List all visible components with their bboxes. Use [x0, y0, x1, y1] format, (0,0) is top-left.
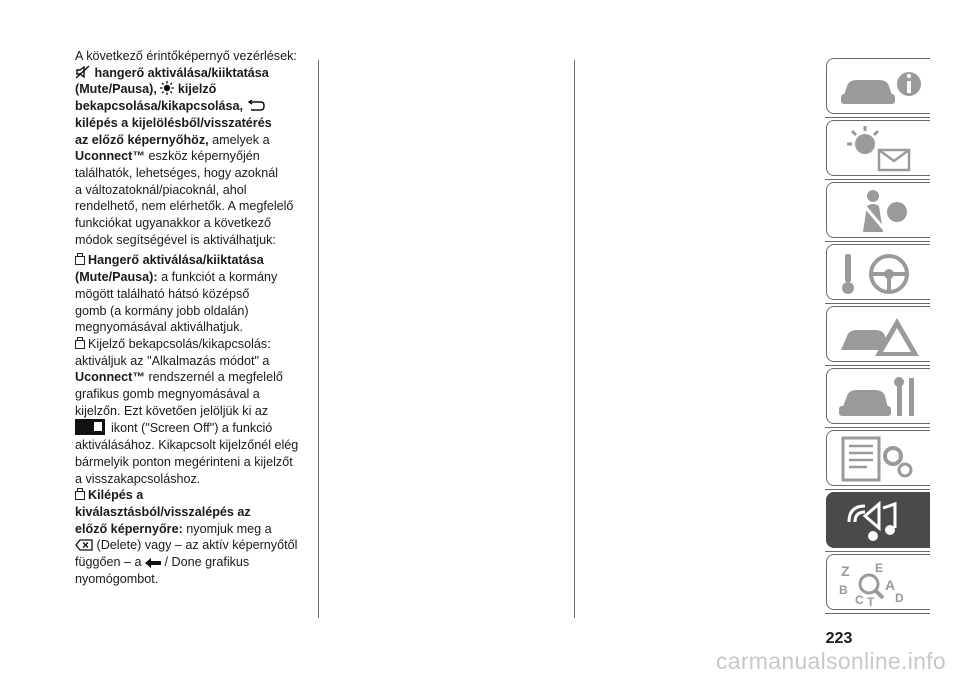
bullet-title-display: Kijelző bekapcsolás/kikapcsolás: — [88, 336, 271, 351]
tab-emergency[interactable] — [826, 306, 930, 362]
svg-text:A: A — [885, 577, 896, 593]
bullet-icon — [75, 256, 85, 265]
index-icon — [839, 560, 925, 606]
uconnect-label: Uconnect™ — [75, 370, 145, 385]
page-number: 223 — [825, 630, 853, 647]
tab-starting-driving[interactable] — [826, 244, 930, 300]
seatbelt-airbag-icon — [839, 188, 925, 234]
tab-car-info[interactable] — [826, 58, 930, 114]
screen-off-icon — [75, 419, 105, 435]
back-arrow-icon — [247, 100, 265, 112]
tab-multimedia[interactable] — [826, 492, 930, 548]
text-column: A következő érintőképernyő vezérlések: hangerő aktiválása/kiiktatása (Mute/Pausa), kijelző bekapcsolása/kikapcsolása, kilépés a kijelölésből/visszatérés az előző képernyőhöz, amelyek a Uconnect™ eszköz képernyőjén találhatók, lehetséges, hogy azoknál a változatoknál/piacoknál, ahol rendelhető, nem elérhetők. A megfelelő funkciókat ugyanakkor a következő módok segítségével is aktiválhatjuk: Hangerő aktiválása/kiiktatása (Mute/Pausa): a funkciót a kormány mögött található hátsó középső gomb (a kormány jobb oldalán) megnyomásával aktiválhatjuk. Kijelző bekapcsolás/kikapcsolás: aktiváljuk az "Alkalmazás módot" a Uconnect™ rendszernél a megfelelő grafikus gomb megnyomásával a kijelzőn. Ezt követően jelöljük ki az ikont ("Screen Off") a funkció aktiválásához. Kikapcsolt kijelzőnél elég bármelyik ponton megérinteni a kijelzőt a visszakapcsoláshoz. Kilépés a kiválasztásból/visszalépés az előző képernyőre: nyomjuk meg a (Delete) vagy – az aktív képernyőtől függően – a / Done grafikus nyomógombot. — [75, 48, 315, 588]
svg-text:C: C — [855, 593, 864, 606]
column-divider — [574, 60, 575, 618]
tab-index[interactable] — [826, 554, 930, 610]
tab-maintenance[interactable] — [826, 368, 930, 424]
svg-text:Z: Z — [841, 563, 850, 579]
bullet-icon — [75, 491, 85, 500]
svg-text:E: E — [875, 561, 884, 575]
multimedia-icon — [839, 498, 925, 544]
warning-lights-icon — [839, 126, 925, 172]
brightness-icon — [160, 81, 174, 95]
svg-text:B: B — [839, 583, 848, 597]
exit-title: kilépés a kijelölésből/visszatérés — [75, 115, 272, 130]
svg-text:T: T — [867, 595, 875, 606]
column-divider — [318, 60, 319, 618]
mute-title: hangerő aktiválása/kiiktatása — [94, 65, 269, 80]
bullet-title-mute: Hangerő aktiválása/kiiktatása — [88, 253, 264, 268]
display-title: kijelző — [177, 82, 217, 97]
svg-text:D: D — [895, 591, 904, 605]
tab-technical-data[interactable] — [826, 430, 930, 486]
display-title-cont: bekapcsolása/kikapcsolása, — [75, 99, 244, 114]
delete-icon — [75, 539, 93, 551]
exit-title-cont: az előző képernyőhöz, — [75, 132, 209, 147]
key-steering-icon — [839, 250, 925, 296]
uconnect-label: Uconnect™ — [75, 149, 145, 164]
tab-warning-lights[interactable] — [826, 120, 930, 176]
bullet-title-exit: Kilépés a — [88, 488, 144, 503]
technical-data-icon — [839, 436, 925, 482]
mute-title-cont: (Mute/Pausa), — [75, 82, 157, 97]
bullet-icon — [75, 340, 85, 349]
done-arrow-icon — [145, 558, 161, 568]
emergency-icon — [839, 312, 925, 358]
tab-safety[interactable] — [826, 182, 930, 238]
car-info-icon — [839, 64, 925, 110]
mute-icon — [75, 65, 91, 79]
maintenance-icon — [839, 374, 925, 420]
intro: A következő érintőképernyő vezérlések: — [75, 49, 297, 63]
watermark: carmanualsonline.info — [715, 648, 946, 674]
